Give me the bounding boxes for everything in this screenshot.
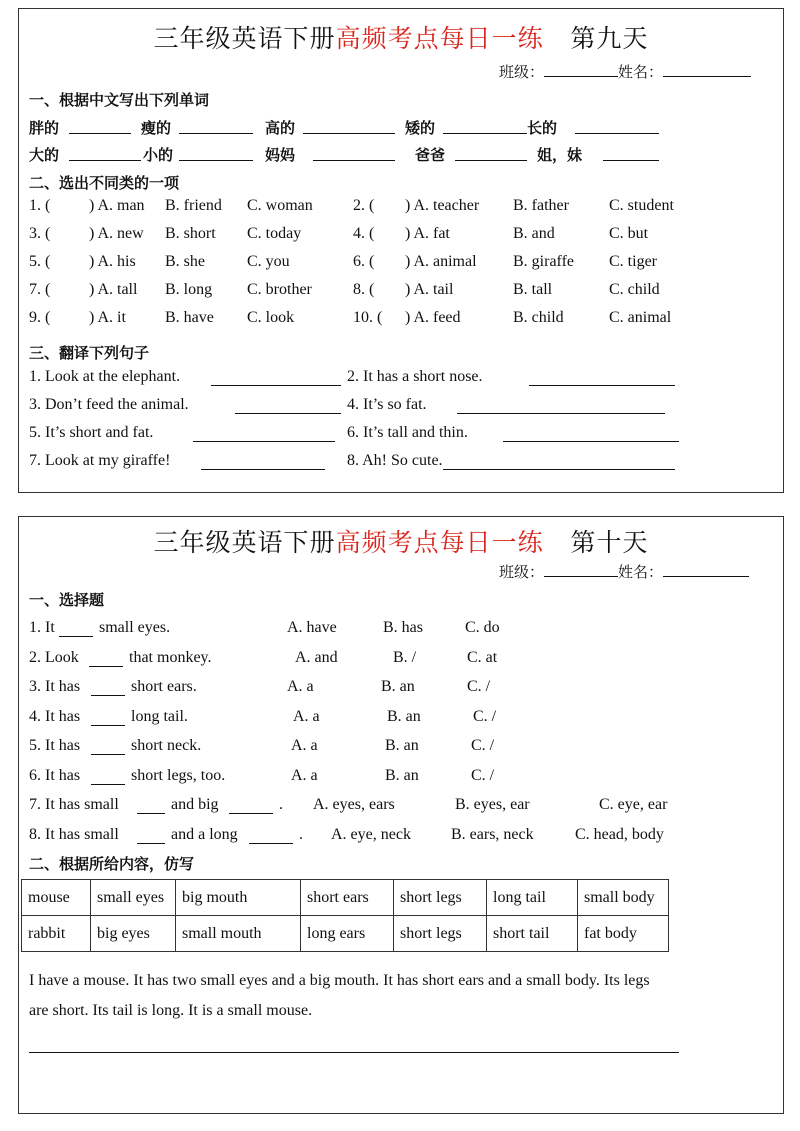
question-stem: 2. Look	[29, 648, 79, 666]
option-text: C. animal	[609, 309, 672, 326]
option-text[interactable]: C. /	[471, 766, 495, 784]
option-text[interactable]: B. has	[383, 619, 423, 636]
answer-blank[interactable]	[443, 133, 527, 134]
answer-blank[interactable]	[69, 133, 131, 134]
question-number: 6. (	[353, 253, 375, 270]
question-stem: 5. It has	[29, 737, 81, 754]
sentence-prompt: 1. Look at the elephant.	[29, 368, 181, 385]
question-number: 10. (	[353, 309, 383, 326]
option-text: C. student	[609, 197, 674, 214]
page-title	[19, 523, 783, 559]
title-highlight: 高频考点每日一练	[335, 528, 544, 557]
question-number: 1. (	[29, 197, 51, 214]
answer-blank[interactable]	[529, 385, 675, 386]
option-text: ) A. new	[89, 225, 144, 242]
question-stem: 7. It has small	[29, 796, 119, 813]
worksheet-day-10	[18, 516, 784, 1114]
answer-blank[interactable]	[443, 469, 675, 470]
option-text: C. but	[609, 225, 649, 242]
option-text: ) A. man	[89, 197, 145, 214]
option-text[interactable]: C. /	[467, 678, 491, 695]
option-text: B. father	[513, 197, 569, 214]
class-name-line	[499, 561, 749, 582]
option-text: ) A. fat	[405, 225, 450, 242]
word-prompt: 高的	[265, 119, 296, 137]
option-text[interactable]: A. have	[287, 619, 337, 636]
table-row	[22, 880, 669, 916]
section-title: 一、根据中文写出下列单词	[29, 91, 210, 109]
word-prompt: 姐，妹	[537, 146, 583, 164]
option-text[interactable]: C. eye, ear	[599, 796, 668, 813]
option-text[interactable]: A. and	[295, 648, 338, 666]
answer-blank[interactable]	[603, 160, 659, 161]
option-text: B. have	[165, 309, 214, 326]
answer-blank[interactable]	[137, 843, 165, 844]
class-label: 班级：	[499, 63, 545, 81]
table-cell: short ears	[301, 880, 394, 916]
sample-paragraph-line: are short. Its tail is long. It is a small mouse.	[29, 1002, 313, 1019]
answer-blank[interactable]	[91, 784, 125, 785]
word-prompt: 爸爸	[415, 146, 446, 164]
name-field[interactable]	[663, 75, 751, 77]
option-text: B. child	[513, 309, 564, 326]
option-text[interactable]: A. a	[291, 737, 318, 754]
title-day: 第十天	[570, 528, 649, 557]
answer-blank[interactable]	[457, 413, 665, 414]
section-title: 三、翻译下列句子	[29, 344, 150, 362]
option-text: ) A. feed	[405, 309, 461, 326]
table-cell: long tail	[487, 880, 578, 916]
name-field[interactable]	[663, 575, 749, 577]
answer-blank[interactable]	[59, 636, 93, 637]
table-cell: mouse	[22, 880, 91, 916]
question-number: 7. (	[29, 281, 51, 298]
option-text: C. tiger	[609, 253, 657, 270]
sentence-prompt: 2. It has a short nose.	[347, 368, 483, 385]
sample-paragraph-line: I have a mouse. It has two small eyes and a big mouth. It has short ears and a small body. Its legs	[29, 972, 650, 989]
question-stem: that monkey.	[129, 648, 212, 666]
section-title: 一、选择题	[29, 591, 105, 609]
answer-blank[interactable]	[91, 754, 125, 755]
answer-blank[interactable]	[575, 133, 659, 134]
class-label: 班级：	[499, 563, 545, 581]
sentence-prompt: 6. It’s tall and thin.	[347, 424, 468, 441]
question-stem: and a long	[171, 825, 238, 843]
option-text: B. short	[165, 225, 216, 242]
title-day: 第九天	[570, 24, 649, 53]
question-number: 5. (	[29, 253, 51, 270]
answer-blank[interactable]	[69, 160, 141, 161]
question-stem: 8. It has small	[29, 825, 119, 843]
answer-blank[interactable]	[249, 843, 293, 844]
table-cell: small mouth	[176, 916, 301, 952]
answer-blank[interactable]	[211, 385, 341, 386]
worksheet-day-9	[18, 8, 784, 493]
option-text[interactable]: B. an	[381, 678, 415, 695]
option-text: B. giraffe	[513, 253, 575, 270]
option-text: ) A. it	[89, 309, 126, 326]
section-title: 二、根据所给内容，仿写	[29, 855, 195, 873]
question-number: 9. (	[29, 309, 51, 326]
title-highlight: 高频考点每日一练	[335, 24, 544, 53]
option-text[interactable]: C. at	[467, 648, 498, 666]
option-text: B. she	[165, 253, 205, 270]
answer-blank[interactable]	[313, 160, 395, 161]
table-cell: big mouth	[176, 880, 301, 916]
word-prompt: 胖的	[29, 119, 60, 137]
section-title: 二、选出不同类的一项	[29, 174, 180, 192]
question-stem: short legs, too.	[131, 766, 226, 784]
table-cell: short legs	[394, 880, 487, 916]
class-name-line	[499, 61, 751, 82]
word-prompt: 妈妈	[265, 146, 296, 164]
table-cell: small eyes	[91, 880, 176, 916]
option-text[interactable]: B. /	[393, 648, 417, 666]
page-title	[19, 19, 783, 55]
sentence-prompt: 8. Ah! So cute.	[347, 452, 443, 469]
question-stem: 1. It	[29, 619, 55, 636]
title-grade: 三年级英语下册	[153, 24, 336, 53]
option-text: ) A. his	[89, 253, 136, 270]
question-stem: and big	[171, 796, 219, 813]
name-label: 姓名：	[618, 563, 664, 581]
question-stem: 4. It has	[29, 707, 81, 725]
answer-blank[interactable]	[303, 133, 395, 134]
question-stem: short ears.	[131, 678, 197, 695]
option-text[interactable]: A. a	[293, 707, 320, 725]
option-text[interactable]: C. /	[471, 737, 495, 754]
table-cell: short legs	[394, 916, 487, 952]
sentence-prompt: 7. Look at my giraffe!	[29, 452, 171, 469]
word-prompt: 小的	[143, 146, 174, 164]
question-stem: long tail.	[131, 707, 188, 725]
question-stem: small eyes.	[99, 619, 171, 636]
option-text[interactable]: B. an	[387, 707, 421, 725]
title-grade: 三年级英语下册	[153, 528, 336, 557]
answer-blank[interactable]	[201, 469, 325, 470]
word-prompt: 矮的	[405, 119, 436, 137]
answer-blank[interactable]	[179, 133, 253, 134]
option-text[interactable]: A. a	[291, 766, 318, 784]
option-text[interactable]: B. an	[385, 766, 419, 784]
answer-blank[interactable]	[91, 725, 125, 726]
table-cell: long ears	[301, 916, 394, 952]
option-text[interactable]: A. eyes, ears	[313, 796, 395, 813]
class-field[interactable]	[544, 575, 618, 577]
option-text: C. today	[247, 225, 302, 242]
table-cell: rabbit	[22, 916, 91, 952]
option-text: ) A. tall	[89, 281, 138, 298]
question-number: 3. (	[29, 225, 51, 242]
answer-blank[interactable]	[229, 813, 273, 814]
option-text: ) A. teacher	[405, 197, 480, 214]
option-text[interactable]: C. /	[473, 707, 497, 725]
option-text: ) A. tail	[405, 281, 454, 298]
table-row	[22, 916, 669, 952]
option-text: B. and	[513, 225, 555, 242]
question-stem: short neck.	[131, 737, 202, 754]
answer-blank[interactable]	[179, 160, 253, 161]
option-text[interactable]: B. ears, neck	[451, 825, 534, 843]
option-text: B. long	[165, 281, 213, 298]
word-prompt: 长的	[527, 119, 558, 137]
option-text[interactable]: B. an	[385, 737, 419, 754]
question-stem: 6. It has	[29, 766, 81, 784]
question-number: 4. (	[353, 225, 375, 242]
option-text: ) A. animal	[405, 253, 477, 270]
answer-blank[interactable]	[137, 813, 165, 814]
option-text[interactable]: A. a	[287, 678, 314, 695]
option-text: C. you	[247, 253, 290, 270]
option-text: C. brother	[247, 281, 312, 298]
word-prompt: 大的	[29, 146, 60, 164]
question-stem: .	[279, 796, 283, 813]
class-field[interactable]	[544, 75, 618, 77]
option-text[interactable]: C. do	[465, 619, 500, 636]
answer-blank[interactable]	[193, 441, 335, 442]
option-text[interactable]: B. eyes, ear	[455, 796, 530, 813]
option-text: B. friend	[165, 197, 222, 214]
option-text: B. tall	[513, 281, 553, 298]
answer-blank[interactable]	[235, 413, 341, 414]
option-text[interactable]: C. head, body	[575, 825, 664, 843]
sentence-prompt: 4. It’s so fat.	[347, 396, 427, 413]
question-number: 2. (	[353, 197, 375, 214]
option-text[interactable]: A. eye, neck	[331, 825, 411, 843]
answer-blank[interactable]	[455, 160, 527, 161]
answer-blank[interactable]	[503, 441, 679, 442]
answer-blank[interactable]	[89, 666, 123, 667]
option-text: C. look	[247, 309, 295, 326]
table-cell: fat body	[578, 916, 669, 952]
table-cell: short tail	[487, 916, 578, 952]
name-label: 姓名：	[618, 63, 664, 81]
sentence-prompt: 5. It’s short and fat.	[29, 424, 154, 441]
question-stem: 3. It has	[29, 678, 81, 695]
sentence-prompt: 3. Don’t feed the animal.	[29, 396, 189, 413]
table-cell: small body	[578, 880, 669, 916]
option-text: C. child	[609, 281, 660, 298]
word-table	[21, 879, 669, 952]
word-prompt: 瘦的	[141, 119, 172, 137]
table-cell: big eyes	[91, 916, 176, 952]
writing-line[interactable]	[29, 1052, 679, 1053]
option-text: C. woman	[247, 197, 313, 214]
question-stem: .	[299, 825, 303, 843]
question-number: 8. (	[353, 281, 375, 298]
answer-blank[interactable]	[91, 695, 125, 696]
